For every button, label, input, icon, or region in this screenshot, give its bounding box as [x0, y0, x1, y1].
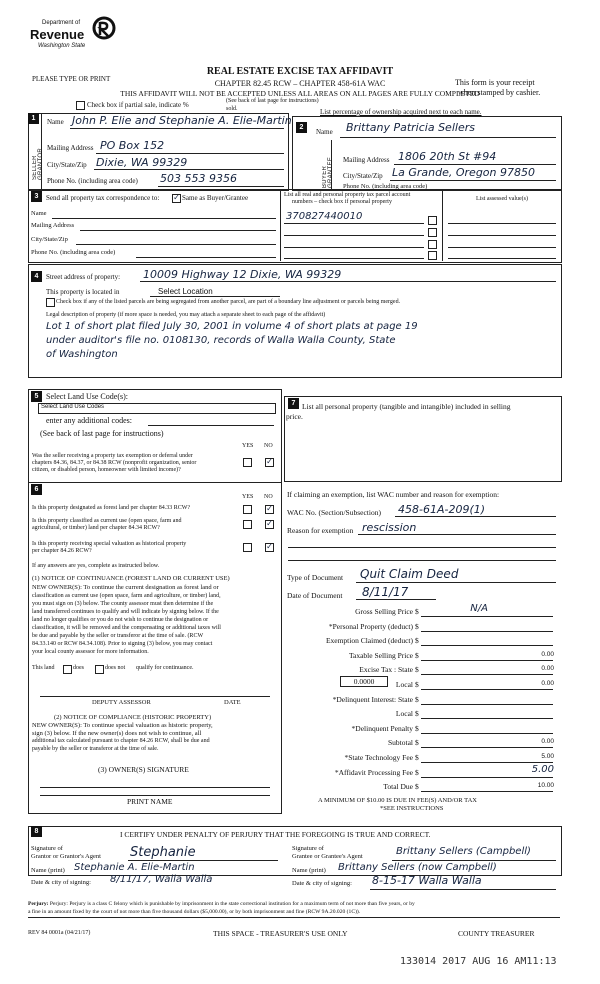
fee-row	[288, 636, 558, 648]
continuance-text-8: 84.33.140 or RCW 84.34.108). Prior to signing (3) below, you may contact	[32, 641, 213, 647]
fee-currency: $	[415, 723, 419, 733]
fee-label: Excise Tax : State	[359, 665, 413, 675]
fee-currency: $	[415, 753, 419, 762]
fee-currency: $	[415, 650, 419, 660]
fee-currency: $	[415, 665, 419, 675]
owner-signature-label: (3) OWNER(S) SIGNATURE	[98, 765, 189, 774]
compliance-title: (2) NOTICE OF COMPLIANCE (HISTORIC PROPERTY)	[54, 714, 212, 721]
fee-value[interactable]: 5.00	[541, 753, 554, 760]
grantor-date-label: Date & city of signing:	[31, 879, 91, 886]
seller-mailing-value[interactable]: PO Box 152	[100, 139, 165, 152]
personal-property-line2: price.	[286, 412, 303, 421]
agency-line1: Department of	[42, 20, 81, 26]
land-does-not-checkbox[interactable]	[95, 665, 104, 674]
fee-row	[288, 695, 558, 707]
s6-q2-yes[interactable]	[243, 520, 252, 529]
parcel-personal-checkbox-3[interactable]	[428, 240, 437, 249]
continuance-text-6: classification, it will be removed and the compensating or additional taxes will	[32, 625, 221, 631]
does-not-label: does not	[105, 665, 126, 671]
street-address-label: Street address of property:	[46, 273, 121, 281]
form-title: REAL ESTATE EXCISE TAX AFFIDAVIT	[206, 66, 394, 77]
grantor-signature[interactable]: Stephanie	[130, 845, 196, 860]
fee-row	[288, 782, 558, 794]
land-does-checkbox[interactable]	[63, 665, 72, 674]
partial-sale-checkbox[interactable]	[76, 101, 85, 110]
buyer-name-value[interactable]: Brittany Patricia Sellers	[346, 121, 475, 134]
local-rate-input[interactable]	[340, 676, 388, 687]
fee-row	[288, 622, 558, 634]
exemption-q-2: chapters 84.36, 84.37, or 84.38 RCW (nonprofit organization, senior	[32, 460, 197, 466]
continuance-text-1: NEW OWNER(S): To continue the current designation as forest land or	[32, 584, 219, 591]
grantee-signature[interactable]: Brittany Sellers (Campbell)	[396, 846, 531, 857]
parcel-personal-checkbox-2[interactable]	[428, 228, 437, 237]
sold-label: sold.	[226, 106, 238, 112]
perjury-line-1: Perjury: Perjury: Perjury is a class C felony which is punishable by imprisonment in the state correctional institution for a maximum term of not more than five years, or by	[28, 901, 415, 907]
seller-mailing-label: Mailing Address	[47, 144, 94, 152]
land-use-see-back: (See back of last page for instructions)	[40, 429, 164, 438]
fee-value[interactable]: N/A	[470, 603, 488, 614]
s6-no-header: NO	[264, 494, 273, 500]
doc-type-label: Type of Document	[287, 573, 344, 582]
personal-property-line1: List all personal property (tangible and intangible) included in selling	[302, 402, 511, 411]
fee-currency: $	[415, 607, 419, 616]
grantee-name-label: Name (print)	[292, 867, 326, 874]
seller-name-value[interactable]: John P. Elie and Stephanie A. Elie-Martin	[72, 114, 292, 127]
section-2-number: 2	[296, 122, 307, 133]
accounts-header-2: numbers – check box if personal property	[292, 199, 392, 205]
section-7-number: 7	[288, 398, 299, 409]
parcel-personal-checkbox-1[interactable]	[428, 216, 437, 225]
s6-q1-no[interactable]: ✓	[266, 504, 273, 513]
grantee-date-label: Date & city of signing:	[292, 880, 352, 887]
fee-label: *Delinquent Interest: State	[332, 694, 413, 704]
doc-date-label: Date of Document	[287, 591, 343, 600]
perjury-text-1: Perjury: Perjury is a class C felony which is punishable by imprisonment in the state correctional institution for a maximum term of not more than five years, or by	[49, 901, 415, 907]
s6-q2a: Is this property classified as current use (open space, farm and	[32, 518, 182, 524]
section-3-number: 3	[31, 191, 42, 202]
s6-q2b: agricultural, or timber) land per chapter 84.34 RCW?	[32, 525, 160, 531]
fee-label: Exemption Claimed (deduct)	[325, 636, 413, 646]
receipt-note-1: This form is your receipt	[455, 78, 535, 87]
s6-q3-yes[interactable]	[243, 543, 252, 552]
fee-row	[288, 709, 558, 721]
land-use-label: Select Land Use Code(s):	[46, 392, 128, 401]
corr-name-label: Name	[31, 210, 47, 217]
continuance-text-2: classification as current use (open space, farm and agriculture, or timber) land,	[32, 593, 221, 599]
fee-label: *Personal Property (deduct)	[328, 621, 413, 631]
fee-value[interactable]: 0.00	[541, 650, 554, 658]
fee-row	[288, 763, 558, 780]
fee-value[interactable]: 10.00	[537, 782, 554, 790]
continuance-text-3: you must sign on (3) below. The county assessor must then determine if the	[32, 601, 214, 607]
form-chapter: CHAPTER 82.45 RCW – CHAPTER 458-61A WAC	[214, 79, 386, 88]
fee-label: Local	[395, 709, 413, 719]
parcel-number-value[interactable]: 370827440010	[286, 211, 363, 222]
wac-label: WAC No. (Section/Subsection)	[287, 508, 381, 517]
fee-currency: $	[415, 782, 419, 792]
doc-date-value[interactable]: 8/11/17	[362, 585, 409, 599]
compliance-text-1: NEW OWNER(S): To continue special valuation as historic property,	[32, 722, 213, 729]
form-warning: THIS AFFIDAVIT WILL NOT BE ACCEPTED UNLESS ALL AREAS ON ALL PAGES ARE FULLY COMPLETED	[120, 89, 480, 98]
land-use-select[interactable]	[38, 403, 276, 414]
grantor-name-label: Name (print)	[31, 867, 65, 874]
section-8-number: 8	[31, 826, 42, 837]
seller-phone-value[interactable]: 503 553 9356	[160, 172, 237, 185]
grantor-date-value[interactable]: 8/11/17, Walla Walla	[110, 874, 213, 885]
buyer-phone-label: Phone No. (including area code)	[343, 183, 428, 190]
segregated-checkbox[interactable]	[46, 298, 55, 307]
grantee-sig-label-1: Signature of	[292, 845, 324, 852]
fee-value[interactable]: 0.00	[541, 680, 554, 687]
land-use-select-value: Select Land Use Codes	[41, 404, 105, 410]
grantee-date-value[interactable]: 8-15-17 Walla Walla	[372, 874, 482, 887]
continuance-text-5: land no longer qualifies or you do not wish to continue the designation or	[32, 617, 209, 623]
buyer-mailing-value[interactable]: 1806 20th St #94	[398, 150, 497, 163]
seller-name-label: Name	[47, 118, 64, 126]
continuance-title: (1) NOTICE OF CONTINUANCE (FOREST LAND OR CURRENT USE)	[32, 575, 230, 582]
fee-value[interactable]: 0.00	[541, 665, 554, 673]
reason-value[interactable]: rescission	[362, 521, 417, 534]
fee-row	[288, 651, 558, 663]
s6-yes-header: YES	[242, 494, 254, 500]
fee-label: Gross Selling Price	[355, 607, 413, 616]
fee-currency: $	[415, 621, 419, 631]
corr-phone-label: Phone No. (including area code)	[31, 249, 116, 256]
print-name-label: PRINT NAME	[127, 797, 173, 806]
additional-codes-label: enter any additional codes:	[46, 416, 132, 425]
legal-line-3[interactable]: of Washington	[46, 349, 118, 360]
s6-q1-yes[interactable]	[243, 505, 252, 514]
buyer-name-label: Name	[316, 128, 333, 136]
grantor-sig-label-1: Signature of	[31, 845, 63, 852]
grantor-sig-label-2: Grantor or Grantor's Agent	[31, 853, 101, 860]
corr-mailing-label: Mailing Address	[31, 222, 75, 229]
see-back-header: (See back of last page for instructions)	[226, 98, 319, 104]
fee-row	[288, 724, 558, 736]
fee-currency: $	[415, 636, 419, 646]
fee-label: *State Technology Fee	[344, 753, 413, 762]
s6-q2-no[interactable]: ✓	[266, 519, 273, 528]
send-correspondence-label: Send all property tax correspondence to:	[46, 194, 160, 202]
revenue-logo	[30, 14, 120, 58]
certify-statement: I CERTIFY UNDER PENALTY OF PERJURY THAT THE FOREGOING IS TRUE AND CORRECT.	[120, 830, 431, 839]
compliance-text-3: additional tax calculated pursuant to chapter 84.26 RCW, shall be due and	[32, 738, 210, 744]
deputy-assessor-label: DEPUTY ASSESSOR	[92, 699, 151, 706]
buyer-city-value[interactable]: La Grande, Oregon 97850	[392, 166, 535, 179]
same-as-buyer-label: Same as Buyer/Grantee	[182, 194, 249, 202]
fee-label: Total Due	[383, 782, 413, 792]
assessed-header: List assessed value(s)	[476, 196, 528, 202]
fee-label: *Affidavit Processing Fee	[334, 767, 413, 777]
grantor-name-value[interactable]: Stephanie A. Elie-Martin	[74, 862, 195, 873]
exemption-q-1: Was the seller receiving a property tax exemption or deferral under	[32, 453, 193, 459]
seller-side-label: SELLER GRANTOR	[32, 148, 44, 180]
treasurer-space: THIS SPACE - TREASURER'S USE ONLY	[213, 929, 348, 938]
reason-label: Reason for exemption	[287, 526, 354, 535]
section-5-number: 5	[31, 391, 42, 402]
seller-city-label: City/State/Zip	[47, 161, 87, 169]
corr-city-label: City/State/Zip	[31, 236, 68, 243]
rev-number: REV 84 0001a (04/21/17)	[28, 930, 91, 936]
located-in-label: This property is located in	[46, 288, 120, 296]
agency-line3: Washington State	[38, 43, 86, 49]
county-treasurer: COUNTY TREASURER	[458, 929, 535, 938]
this-land-label: This land	[32, 665, 55, 671]
seller-city-value[interactable]: Dixie, WA 99329	[96, 156, 188, 169]
fee-row	[288, 753, 558, 765]
minimum-fee-1: A MINIMUM OF $10.00 IS DUE IN FEE(S) AND/OR TAX	[318, 797, 477, 804]
deputy-date-label: DATE	[224, 699, 241, 706]
fee-currency: $	[415, 680, 419, 689]
exemption-q-3: citizen, or disabled person, homeowner with limited income)?	[32, 467, 181, 473]
fee-label: Taxable Selling Price	[348, 650, 413, 660]
section-1-number: 1	[28, 113, 39, 124]
s6-q1: Is this property designated as forest land per chapter 84.33 RCW?	[32, 505, 191, 511]
located-in-value[interactable]: Select Location	[158, 287, 213, 296]
same-as-buyer-checkbox[interactable]: ✓	[173, 193, 180, 202]
partial-sale-label: Check box if partial sale, indicate %	[87, 101, 189, 109]
fee-value[interactable]: 0.00	[541, 738, 554, 746]
perjury-line-2: a fine in an amount fixed by the court of not more than five thousand dollars ($5,000.00), or by both imprisonment and fine (RCW 9A.20.020 (1C)).	[28, 909, 361, 915]
fee-value[interactable]: 5.00	[531, 763, 554, 775]
s6-q3b: per chapter 84.26 RCW?	[32, 548, 92, 554]
continuance-text-4: land transferred continues to qualify and will indicate by signing below. If the	[32, 609, 219, 615]
does-label: does	[73, 665, 84, 671]
fee-label: *Delinquent Penalty	[351, 723, 413, 733]
grantee-sig-label-2: Grantee or Grantee's Agent	[292, 853, 363, 860]
fee-label: Local	[395, 680, 413, 689]
fee-currency: $	[415, 738, 419, 748]
agency-line2: Revenue	[30, 27, 85, 42]
fee-row	[288, 680, 558, 692]
recording-stamp: 133014 2017 AUG 16 AM11:13	[400, 956, 557, 967]
parcel-personal-checkbox-4[interactable]	[428, 251, 437, 260]
fee-currency: $	[415, 709, 419, 719]
exemption-intro: If claiming an exemption, list WAC number and reason for exemption:	[287, 490, 500, 499]
fee-row	[288, 665, 558, 677]
wac-value[interactable]: 458-61A-209(1)	[398, 503, 486, 516]
grantee-name-value[interactable]: Brittany Sellers (now Campbell)	[338, 862, 497, 873]
minimum-fee-2: *SEE INSTRUCTIONS	[380, 805, 444, 812]
doc-type-value[interactable]: Quit Claim Deed	[360, 567, 459, 581]
s5-no-header: NO	[264, 443, 273, 449]
please-type: PLEASE TYPE OR PRINT	[32, 75, 111, 83]
buyer-city-label: City/State/Zip	[343, 172, 383, 180]
continuance-text-9: your local county assessor for more information.	[32, 649, 149, 655]
s5-yes-header: YES	[242, 443, 254, 449]
accounts-header-1: List all real and personal property tax parcel account	[284, 192, 411, 198]
compliance-text-4: payable by the seller or transferor at the time of sale.	[32, 746, 159, 752]
legal-line-2[interactable]: under auditor's file no. 0108130, records of Walla Walla County, State	[46, 335, 396, 346]
fee-row	[288, 738, 558, 750]
fee-label: Subtotal	[387, 738, 413, 748]
s6-q3-no[interactable]: ✓	[266, 542, 273, 551]
seller-phone-label: Phone No. (including area code)	[47, 177, 138, 185]
section-4-number: 4	[31, 271, 42, 282]
s5-no-checkbox[interactable]: ✓	[266, 457, 273, 466]
ownership-note: List percentage of ownership acquired next to each name.	[320, 108, 482, 116]
section-6-number: 6	[31, 484, 42, 495]
segregated-label: Check box if any of the listed parcels are being segregated from another parcel, are part of a boundary line adjustment or parcels being merged.	[56, 299, 401, 305]
street-address-value[interactable]: 10009 Highway 12 Dixie, WA 99329	[143, 268, 342, 281]
buyer-mailing-label: Mailing Address	[343, 156, 390, 164]
qualify-label: qualify for continuance.	[136, 665, 194, 671]
legal-description-label: Legal description of property (if more space is needed, you may attach a separate sheet to each page of the affidavit)	[46, 312, 326, 318]
s5-yes-checkbox[interactable]	[243, 458, 252, 467]
fee-currency: $	[415, 767, 419, 777]
buyer-side-label: BUYER GRANTEE	[322, 156, 334, 188]
s6-if-yes: If any answers are yes, complete as instructed below.	[32, 563, 160, 569]
continuance-text-7: be due and payable by the seller or transferor at the time of sale. (RCW	[32, 633, 204, 639]
legal-line-1[interactable]: Lot 1 of short plat filed July 30, 2001 in volume 4 of short plats at page 19	[46, 321, 418, 332]
fee-currency: $	[415, 694, 419, 704]
local-rate-value: 0.0000	[353, 677, 375, 686]
revenue-emblem-icon	[92, 14, 116, 42]
compliance-text-2: sign (3) below. If the new owner(s) does not wish to continue, all	[32, 730, 202, 737]
s6-q3a: Is this property receiving special valuation as historical property	[32, 541, 187, 547]
receipt-note-2: when stamped by cashier.	[458, 88, 541, 97]
fee-row	[288, 603, 558, 619]
